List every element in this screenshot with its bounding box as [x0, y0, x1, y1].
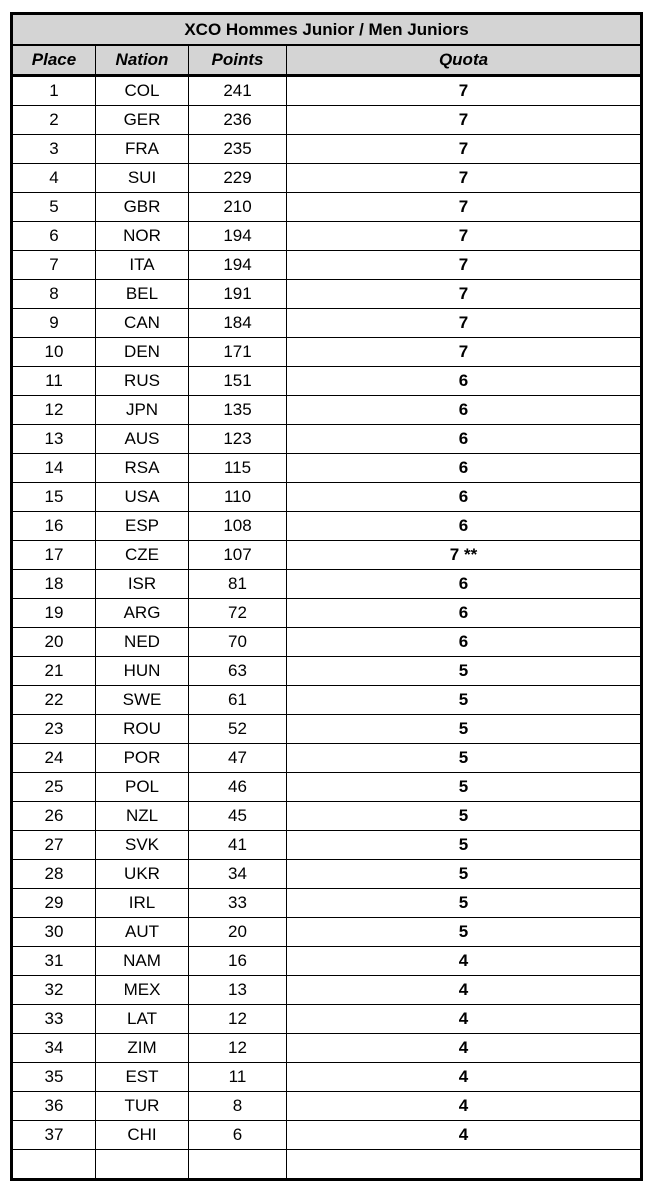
- quota-cell: 5: [287, 744, 642, 773]
- quota-cell: 6: [287, 483, 642, 512]
- empty-cell: [189, 1150, 287, 1180]
- nation-cell: NZL: [96, 802, 189, 831]
- nation-cell: NED: [96, 628, 189, 657]
- points-cell: 33: [189, 889, 287, 918]
- points-cell: 236: [189, 106, 287, 135]
- quota-table: [10, 12, 643, 1181]
- points-cell: 70: [189, 628, 287, 657]
- table-row: [12, 454, 642, 483]
- quota-cell: 7: [287, 135, 642, 164]
- place-cell: 27: [12, 831, 96, 860]
- table-row: [12, 280, 642, 309]
- nation-cell: RUS: [96, 367, 189, 396]
- table-row: [12, 135, 642, 164]
- table-row: [12, 918, 642, 947]
- place-cell: 9: [12, 309, 96, 338]
- quota-cell: 7: [287, 76, 642, 106]
- header-nation: Nation: [96, 45, 189, 76]
- place-cell: 13: [12, 425, 96, 454]
- nation-cell: ISR: [96, 570, 189, 599]
- points-cell: 194: [189, 222, 287, 251]
- quota-cell: 6: [287, 570, 642, 599]
- points-cell: 108: [189, 512, 287, 541]
- nation-cell: CHI: [96, 1121, 189, 1150]
- points-cell: 12: [189, 1034, 287, 1063]
- quota-cell: 7: [287, 164, 642, 193]
- quota-cell: 7 **: [287, 541, 642, 570]
- nation-cell: AUT: [96, 918, 189, 947]
- points-cell: 63: [189, 657, 287, 686]
- quota-cell: 4: [287, 1092, 642, 1121]
- table-row: [12, 512, 642, 541]
- nation-cell: SUI: [96, 164, 189, 193]
- points-cell: 210: [189, 193, 287, 222]
- place-cell: 12: [12, 396, 96, 425]
- points-cell: 72: [189, 599, 287, 628]
- points-cell: 135: [189, 396, 287, 425]
- points-cell: 123: [189, 425, 287, 454]
- quota-cell: 4: [287, 976, 642, 1005]
- header-points: Points: [189, 45, 287, 76]
- place-cell: 5: [12, 193, 96, 222]
- points-cell: 241: [189, 76, 287, 106]
- points-cell: 235: [189, 135, 287, 164]
- place-cell: 31: [12, 947, 96, 976]
- nation-cell: FRA: [96, 135, 189, 164]
- place-cell: 16: [12, 512, 96, 541]
- quota-cell: 7: [287, 193, 642, 222]
- place-cell: 4: [12, 164, 96, 193]
- points-cell: 110: [189, 483, 287, 512]
- table-row: [12, 831, 642, 860]
- points-cell: 107: [189, 541, 287, 570]
- place-cell: 6: [12, 222, 96, 251]
- place-cell: 35: [12, 1063, 96, 1092]
- table-row: [12, 1063, 642, 1092]
- nation-cell: NOR: [96, 222, 189, 251]
- empty-cell: [96, 1150, 189, 1180]
- nation-cell: CZE: [96, 541, 189, 570]
- quota-cell: 5: [287, 773, 642, 802]
- table-row: [12, 425, 642, 454]
- header-place: Place: [12, 45, 96, 76]
- nation-cell: SVK: [96, 831, 189, 860]
- nation-cell: ROU: [96, 715, 189, 744]
- place-cell: 21: [12, 657, 96, 686]
- quota-table-container: [10, 12, 640, 1181]
- table-row: [12, 396, 642, 425]
- nation-cell: IRL: [96, 889, 189, 918]
- quota-cell: 6: [287, 367, 642, 396]
- points-cell: 41: [189, 831, 287, 860]
- place-cell: 2: [12, 106, 96, 135]
- quota-cell: 6: [287, 512, 642, 541]
- table-row: [12, 715, 642, 744]
- quota-cell: 7: [287, 222, 642, 251]
- quota-cell: 4: [287, 1005, 642, 1034]
- table-row: [12, 686, 642, 715]
- nation-cell: POL: [96, 773, 189, 802]
- place-cell: 23: [12, 715, 96, 744]
- nation-cell: ARG: [96, 599, 189, 628]
- header-quota: Quota: [287, 45, 642, 76]
- place-cell: 7: [12, 251, 96, 280]
- place-cell: 34: [12, 1034, 96, 1063]
- table-row: [12, 860, 642, 889]
- quota-cell: 5: [287, 889, 642, 918]
- table-row: [12, 1034, 642, 1063]
- quota-cell: 7: [287, 309, 642, 338]
- table-row: [12, 889, 642, 918]
- quota-cell: 4: [287, 1121, 642, 1150]
- place-cell: 10: [12, 338, 96, 367]
- points-cell: 194: [189, 251, 287, 280]
- quota-cell: 5: [287, 715, 642, 744]
- table-row: [12, 570, 642, 599]
- place-cell: 15: [12, 483, 96, 512]
- place-cell: 17: [12, 541, 96, 570]
- points-cell: 47: [189, 744, 287, 773]
- quota-cell: 6: [287, 396, 642, 425]
- points-cell: 8: [189, 1092, 287, 1121]
- points-cell: 6: [189, 1121, 287, 1150]
- table-row: [12, 976, 642, 1005]
- place-cell: 14: [12, 454, 96, 483]
- place-cell: 3: [12, 135, 96, 164]
- quota-cell: 7: [287, 251, 642, 280]
- nation-cell: GER: [96, 106, 189, 135]
- place-cell: 1: [12, 76, 96, 106]
- table-row: [12, 251, 642, 280]
- table-row: [12, 222, 642, 251]
- table-row: [12, 309, 642, 338]
- place-cell: 11: [12, 367, 96, 396]
- points-cell: 61: [189, 686, 287, 715]
- nation-cell: TUR: [96, 1092, 189, 1121]
- nation-cell: UKR: [96, 860, 189, 889]
- place-cell: 19: [12, 599, 96, 628]
- table-row: [12, 541, 642, 570]
- empty-cell: [287, 1150, 642, 1180]
- table-row: [12, 657, 642, 686]
- table-title: XCO Hommes Junior / Men Juniors: [12, 14, 642, 46]
- nation-cell: USA: [96, 483, 189, 512]
- table-header-row: [12, 45, 642, 76]
- quota-cell: 6: [287, 425, 642, 454]
- place-cell: 32: [12, 976, 96, 1005]
- table-row: [12, 106, 642, 135]
- table-row: [12, 1005, 642, 1034]
- nation-cell: ZIM: [96, 1034, 189, 1063]
- nation-cell: HUN: [96, 657, 189, 686]
- points-cell: 184: [189, 309, 287, 338]
- table-row: [12, 367, 642, 396]
- points-cell: 171: [189, 338, 287, 367]
- place-cell: 22: [12, 686, 96, 715]
- points-cell: 81: [189, 570, 287, 599]
- points-cell: 20: [189, 918, 287, 947]
- place-cell: 33: [12, 1005, 96, 1034]
- quota-cell: 5: [287, 860, 642, 889]
- table-row: [12, 947, 642, 976]
- points-cell: 34: [189, 860, 287, 889]
- place-cell: 24: [12, 744, 96, 773]
- points-cell: 45: [189, 802, 287, 831]
- nation-cell: COL: [96, 76, 189, 106]
- nation-cell: GBR: [96, 193, 189, 222]
- quota-cell: 7: [287, 106, 642, 135]
- table-body: [12, 76, 642, 1180]
- table-row: [12, 599, 642, 628]
- quota-cell: 5: [287, 657, 642, 686]
- quota-cell: 4: [287, 1063, 642, 1092]
- points-cell: 13: [189, 976, 287, 1005]
- table-row: [12, 338, 642, 367]
- quota-cell: 5: [287, 918, 642, 947]
- table-row: [12, 76, 642, 106]
- place-cell: 26: [12, 802, 96, 831]
- table-row: [12, 483, 642, 512]
- points-cell: 151: [189, 367, 287, 396]
- table-row: [12, 744, 642, 773]
- nation-cell: DEN: [96, 338, 189, 367]
- nation-cell: LAT: [96, 1005, 189, 1034]
- nation-cell: RSA: [96, 454, 189, 483]
- place-cell: 29: [12, 889, 96, 918]
- nation-cell: BEL: [96, 280, 189, 309]
- place-cell: 20: [12, 628, 96, 657]
- place-cell: 8: [12, 280, 96, 309]
- table-row: [12, 164, 642, 193]
- table-row: [12, 773, 642, 802]
- nation-cell: SWE: [96, 686, 189, 715]
- empty-row: [12, 1150, 642, 1180]
- nation-cell: ESP: [96, 512, 189, 541]
- place-cell: 28: [12, 860, 96, 889]
- table-row: [12, 1121, 642, 1150]
- place-cell: 30: [12, 918, 96, 947]
- quota-cell: 7: [287, 280, 642, 309]
- quota-cell: 4: [287, 1034, 642, 1063]
- quota-cell: 5: [287, 831, 642, 860]
- place-cell: 18: [12, 570, 96, 599]
- table-row: [12, 802, 642, 831]
- nation-cell: ITA: [96, 251, 189, 280]
- table-row: [12, 628, 642, 657]
- points-cell: 115: [189, 454, 287, 483]
- table-row: [12, 1092, 642, 1121]
- points-cell: 46: [189, 773, 287, 802]
- nation-cell: EST: [96, 1063, 189, 1092]
- points-cell: 12: [189, 1005, 287, 1034]
- points-cell: 16: [189, 947, 287, 976]
- table-title-row: [12, 14, 642, 46]
- quota-cell: 5: [287, 802, 642, 831]
- quota-cell: 6: [287, 454, 642, 483]
- empty-cell: [12, 1150, 96, 1180]
- nation-cell: AUS: [96, 425, 189, 454]
- place-cell: 36: [12, 1092, 96, 1121]
- nation-cell: CAN: [96, 309, 189, 338]
- nation-cell: MEX: [96, 976, 189, 1005]
- quota-cell: 4: [287, 947, 642, 976]
- points-cell: 229: [189, 164, 287, 193]
- nation-cell: POR: [96, 744, 189, 773]
- quota-cell: 7: [287, 338, 642, 367]
- nation-cell: NAM: [96, 947, 189, 976]
- quota-cell: 5: [287, 686, 642, 715]
- points-cell: 11: [189, 1063, 287, 1092]
- quota-cell: 6: [287, 599, 642, 628]
- nation-cell: JPN: [96, 396, 189, 425]
- place-cell: 25: [12, 773, 96, 802]
- place-cell: 37: [12, 1121, 96, 1150]
- points-cell: 52: [189, 715, 287, 744]
- table-row: [12, 193, 642, 222]
- quota-cell: 6: [287, 628, 642, 657]
- points-cell: 191: [189, 280, 287, 309]
